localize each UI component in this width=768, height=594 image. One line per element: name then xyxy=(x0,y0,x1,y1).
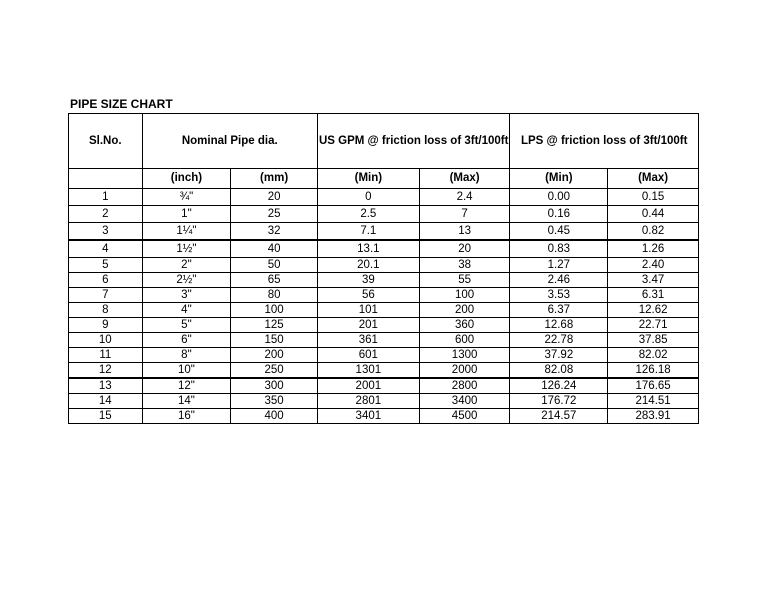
cell-gpm-min: 13.1 xyxy=(317,240,419,258)
header-inch: (inch) xyxy=(142,169,231,189)
table-row xyxy=(69,240,699,258)
table-row xyxy=(69,318,699,333)
cell-sl: 6 xyxy=(69,273,143,288)
header-nominal-pipe-dia: Nominal Pipe dia. xyxy=(142,114,317,169)
cell-lps-max: 283.91 xyxy=(608,409,699,424)
cell-inch: 1¼" xyxy=(142,223,231,241)
cell-gpm-min: 2801 xyxy=(317,394,419,409)
cell-inch: 2½" xyxy=(142,273,231,288)
table-row xyxy=(69,258,699,273)
cell-mm: 400 xyxy=(231,409,318,424)
cell-inch: ¾" xyxy=(142,189,231,206)
cell-sl: 14 xyxy=(69,394,143,409)
cell-lps-min: 6.37 xyxy=(510,303,608,318)
header-mm: (mm) xyxy=(231,169,318,189)
cell-lps-max: 37.85 xyxy=(608,333,699,348)
header-us-gpm: US GPM @ friction loss of 3ft/100ft xyxy=(317,114,510,169)
cell-lps-max: 82.02 xyxy=(608,348,699,363)
cell-gpm-min: 39 xyxy=(317,273,419,288)
cell-gpm-max: 7 xyxy=(419,206,510,223)
cell-gpm-max: 2800 xyxy=(419,378,510,394)
cell-mm: 80 xyxy=(231,288,318,303)
header-lps-max: (Max) xyxy=(608,169,699,189)
cell-lps-min: 0.00 xyxy=(510,189,608,206)
cell-gpm-min: 2001 xyxy=(317,378,419,394)
cell-gpm-min: 201 xyxy=(317,318,419,333)
cell-gpm-min: 0 xyxy=(317,189,419,206)
cell-inch: 16" xyxy=(142,409,231,424)
cell-gpm-min: 601 xyxy=(317,348,419,363)
cell-inch: 6" xyxy=(142,333,231,348)
cell-lps-min: 0.83 xyxy=(510,240,608,258)
table-row xyxy=(69,378,699,394)
cell-gpm-max: 200 xyxy=(419,303,510,318)
cell-sl: 10 xyxy=(69,333,143,348)
cell-sl: 12 xyxy=(69,363,143,379)
cell-gpm-min: 2.5 xyxy=(317,206,419,223)
cell-lps-min: 0.45 xyxy=(510,223,608,241)
cell-inch: 1" xyxy=(142,206,231,223)
cell-lps-max: 176.65 xyxy=(608,378,699,394)
table-row xyxy=(69,273,699,288)
cell-lps-max: 0.15 xyxy=(608,189,699,206)
cell-inch: 10" xyxy=(142,363,231,379)
cell-lps-max: 0.82 xyxy=(608,223,699,241)
cell-lps-max: 6.31 xyxy=(608,288,699,303)
cell-gpm-min: 7.1 xyxy=(317,223,419,241)
header-row-main xyxy=(69,114,699,169)
cell-inch: 1½" xyxy=(142,240,231,258)
cell-sl: 3 xyxy=(69,223,143,241)
cell-lps-max: 126.18 xyxy=(608,363,699,379)
table-row xyxy=(69,409,699,424)
cell-sl: 9 xyxy=(69,318,143,333)
cell-gpm-min: 1301 xyxy=(317,363,419,379)
cell-gpm-max: 20 xyxy=(419,240,510,258)
cell-lps-min: 3.53 xyxy=(510,288,608,303)
cell-inch: 2" xyxy=(142,258,231,273)
cell-mm: 300 xyxy=(231,378,318,394)
cell-gpm-max: 360 xyxy=(419,318,510,333)
table-row xyxy=(69,288,699,303)
cell-inch: 3" xyxy=(142,288,231,303)
table-row xyxy=(69,303,699,318)
header-slno: Sl.No. xyxy=(69,114,143,169)
table-row xyxy=(69,348,699,363)
cell-sl: 5 xyxy=(69,258,143,273)
cell-lps-min: 126.24 xyxy=(510,378,608,394)
cell-gpm-max: 2.4 xyxy=(419,189,510,206)
cell-mm: 25 xyxy=(231,206,318,223)
header-gpm-min: (Min) xyxy=(317,169,419,189)
cell-gpm-min: 56 xyxy=(317,288,419,303)
table-row xyxy=(69,223,699,241)
cell-gpm-max: 100 xyxy=(419,288,510,303)
cell-sl: 2 xyxy=(69,206,143,223)
cell-sl: 15 xyxy=(69,409,143,424)
cell-inch: 8" xyxy=(142,348,231,363)
cell-gpm-max: 38 xyxy=(419,258,510,273)
cell-lps-min: 37.92 xyxy=(510,348,608,363)
cell-lps-min: 0.16 xyxy=(510,206,608,223)
table-row xyxy=(69,333,699,348)
cell-gpm-min: 3401 xyxy=(317,409,419,424)
cell-lps-max: 3.47 xyxy=(608,273,699,288)
cell-lps-max: 214.51 xyxy=(608,394,699,409)
cell-sl: 13 xyxy=(69,378,143,394)
cell-sl: 7 xyxy=(69,288,143,303)
cell-mm: 50 xyxy=(231,258,318,273)
cell-gpm-max: 600 xyxy=(419,333,510,348)
cell-sl: 8 xyxy=(69,303,143,318)
cell-inch: 12" xyxy=(142,378,231,394)
cell-lps-min: 22.78 xyxy=(510,333,608,348)
cell-mm: 125 xyxy=(231,318,318,333)
cell-lps-min: 2.46 xyxy=(510,273,608,288)
cell-gpm-max: 55 xyxy=(419,273,510,288)
cell-gpm-min: 101 xyxy=(317,303,419,318)
cell-gpm-max: 13 xyxy=(419,223,510,241)
cell-mm: 250 xyxy=(231,363,318,379)
cell-inch: 5" xyxy=(142,318,231,333)
cell-sl: 1 xyxy=(69,189,143,206)
cell-lps-max: 22.71 xyxy=(608,318,699,333)
cell-mm: 65 xyxy=(231,273,318,288)
table-row xyxy=(69,363,699,379)
table-row xyxy=(69,394,699,409)
cell-mm: 20 xyxy=(231,189,318,206)
cell-lps-min: 12.68 xyxy=(510,318,608,333)
header-lps: LPS @ friction loss of 3ft/100ft xyxy=(510,114,699,169)
cell-mm: 350 xyxy=(231,394,318,409)
cell-gpm-min: 361 xyxy=(317,333,419,348)
header-lps-min: (Min) xyxy=(510,169,608,189)
cell-lps-max: 0.44 xyxy=(608,206,699,223)
cell-lps-min: 1.27 xyxy=(510,258,608,273)
table-row xyxy=(69,189,699,206)
cell-lps-max: 1.26 xyxy=(608,240,699,258)
cell-gpm-max: 4500 xyxy=(419,409,510,424)
cell-sl: 11 xyxy=(69,348,143,363)
header-gpm-max: (Max) xyxy=(419,169,510,189)
pipe-size-table xyxy=(68,113,699,424)
cell-sl: 4 xyxy=(69,240,143,258)
table-row xyxy=(69,206,699,223)
cell-lps-min: 82.08 xyxy=(510,363,608,379)
cell-mm: 150 xyxy=(231,333,318,348)
cell-mm: 32 xyxy=(231,223,318,241)
cell-gpm-max: 2000 xyxy=(419,363,510,379)
cell-lps-min: 214.57 xyxy=(510,409,608,424)
header-sub-empty xyxy=(69,169,143,189)
cell-lps-max: 2.40 xyxy=(608,258,699,273)
cell-inch: 14" xyxy=(142,394,231,409)
cell-gpm-min: 20.1 xyxy=(317,258,419,273)
chart-title: PIPE SIZE CHART xyxy=(70,97,173,111)
cell-inch: 4" xyxy=(142,303,231,318)
cell-gpm-max: 3400 xyxy=(419,394,510,409)
header-row-sub xyxy=(69,169,699,189)
cell-mm: 40 xyxy=(231,240,318,258)
cell-lps-min: 176.72 xyxy=(510,394,608,409)
cell-lps-max: 12.62 xyxy=(608,303,699,318)
cell-mm: 100 xyxy=(231,303,318,318)
cell-mm: 200 xyxy=(231,348,318,363)
cell-gpm-max: 1300 xyxy=(419,348,510,363)
